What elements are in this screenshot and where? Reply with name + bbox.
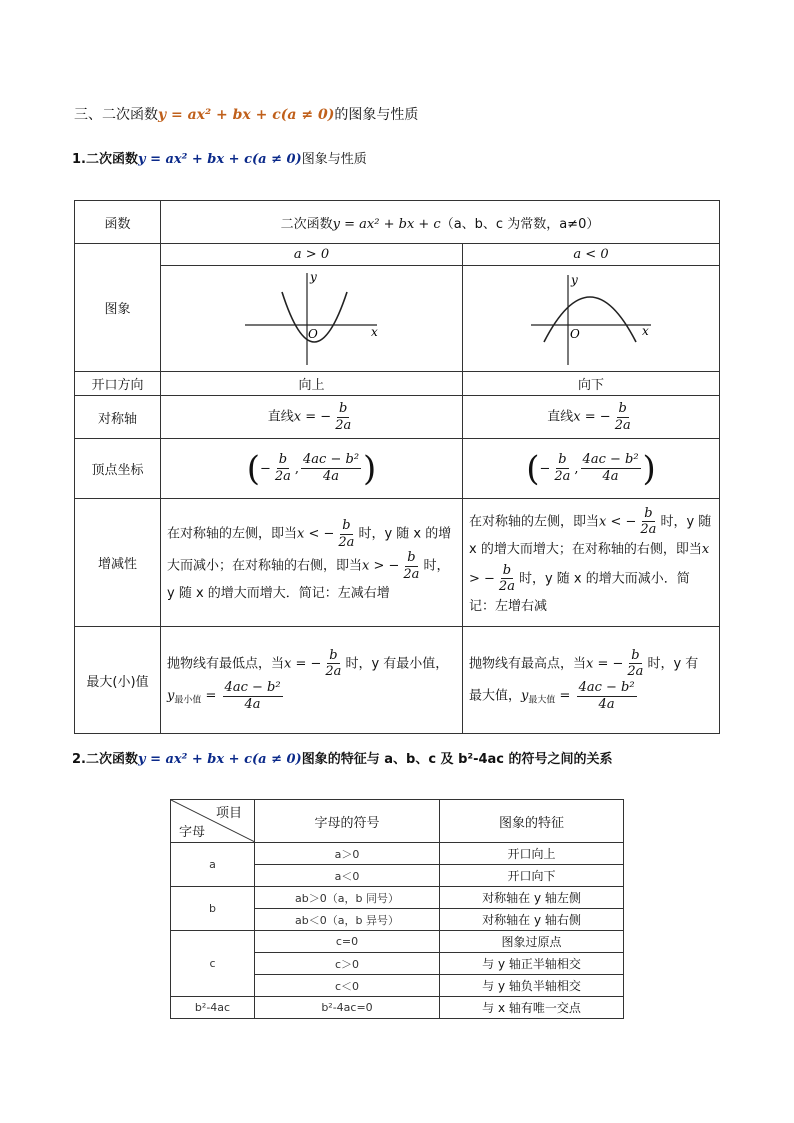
opening-up: 向上 — [161, 372, 463, 396]
frac-den: 2a — [554, 469, 571, 484]
fraction-b-2a — [333, 401, 353, 433]
extreme-text: 抛物线有最低点，当 — [167, 656, 285, 672]
function-formula: y = ax² + bx + c — [332, 216, 441, 232]
extreme-expr: x = − — [586, 656, 624, 672]
frac-num: 4ac − b² — [303, 452, 360, 468]
sign-cell: a＜0 — [255, 865, 440, 887]
mono-pos — [161, 499, 463, 627]
frac-den: 4a — [323, 469, 340, 484]
extreme-neg — [463, 627, 720, 734]
frac-num: b — [558, 452, 567, 468]
extreme-expr: x = − — [284, 656, 322, 672]
axis-prefix: 直线 — [547, 409, 574, 425]
frac-den: 2a — [403, 566, 420, 582]
frac-num: b — [631, 647, 640, 663]
frac-den: 4a — [602, 469, 619, 484]
row-opening — [75, 372, 720, 396]
paren-left: ( — [526, 448, 540, 489]
header-letter: 字母 — [179, 825, 206, 840]
feature-cell: 与 y 轴正半轴相交 — [440, 953, 624, 975]
label-graph: 图象 — [75, 244, 161, 372]
axis-expr: x = − — [573, 409, 611, 425]
x-label: x — [642, 323, 649, 338]
table-row — [171, 997, 624, 1019]
mono-text: 在对称轴的左侧，即当 — [469, 514, 600, 530]
mono-text: 时，y 随 x 的增大而增大．简记：左减右增 — [167, 558, 450, 602]
letter-b: b — [171, 887, 255, 931]
mono-cmp: x < − — [599, 514, 637, 530]
extreme-text: 最大值， — [469, 688, 522, 704]
sign-cell: ab＜0（a，b 异号） — [255, 909, 440, 931]
part1-prefix: 1.二次函数 — [72, 152, 138, 167]
part1-formula: y = ax² + bx + c(a ≠ 0) — [137, 152, 302, 167]
comma: , — [294, 461, 300, 476]
vertex-pos — [161, 439, 463, 499]
properties-table — [74, 200, 720, 734]
function-content — [161, 201, 720, 244]
table-row — [171, 843, 624, 865]
equals: = — [555, 688, 575, 704]
row-function — [75, 201, 720, 244]
part2-title — [72, 748, 613, 767]
sign-cell: b²-4ac=0 — [255, 997, 440, 1019]
axis-neg — [463, 396, 720, 439]
letter-a: a — [171, 843, 255, 887]
vertex-neg — [463, 439, 720, 499]
row-conditions — [75, 244, 720, 266]
frac-num: b — [407, 550, 416, 566]
origin-label: O — [307, 326, 318, 341]
extreme-pos — [161, 627, 463, 734]
frac-den: 2a — [614, 417, 631, 433]
frac-num: b — [278, 452, 288, 468]
feature-cell: 对称轴在 y 轴左侧 — [440, 887, 624, 909]
axis-prefix: 直线 — [267, 409, 294, 425]
y-max-sub: 最大值 — [528, 695, 556, 706]
frac-num: b — [618, 400, 627, 416]
row-extreme — [75, 627, 720, 734]
mono-cmp: x > − — [469, 541, 710, 587]
graph-upward-cell — [161, 266, 463, 372]
axis-expr: x = − — [293, 409, 332, 425]
function-prefix: 二次函数 — [280, 216, 333, 232]
frac-num: b — [339, 400, 348, 416]
feature-cell: 与 y 轴负半轴相交 — [440, 975, 624, 997]
table-row — [171, 887, 624, 909]
mono-cmp: x > − — [362, 558, 400, 574]
frac-den: 4a — [598, 696, 615, 712]
graph-downward-cell — [463, 266, 720, 372]
fraction-b-2a — [552, 452, 572, 484]
mono-cmp: x < − — [297, 526, 335, 542]
part2-suffix: 图象的特征与 a、b、c 及 b²-4ac 的符号之间的关系 — [301, 752, 613, 767]
header-sign: 字母的符号 — [255, 800, 440, 843]
label-vertex: 顶点坐标 — [75, 439, 161, 499]
frac-num: b — [644, 505, 653, 521]
fraction-b-2a — [336, 518, 356, 550]
axis-pos — [161, 396, 463, 439]
x-label: x — [370, 324, 378, 339]
frac-num: b — [329, 647, 338, 663]
diagonal-header — [171, 800, 255, 843]
extreme-text: 时，y 有 — [647, 656, 699, 672]
part1-suffix: 图象与性质 — [301, 152, 367, 167]
frac-den: 2a — [274, 469, 291, 484]
mono-text: 时，y 随 x 的增大而减小；在对称轴的右侧，即当 — [167, 526, 452, 574]
extreme-text: 时，y 有最小值， — [345, 656, 449, 672]
y-min-sub: 最小值 — [174, 695, 202, 706]
letter-c: c — [171, 931, 255, 997]
section-title-prefix: 三、二次函数 — [74, 107, 158, 123]
cond-a-negative: a < 0 — [463, 244, 720, 266]
neg-sign: − — [539, 461, 551, 476]
fraction-b-2a — [625, 648, 645, 680]
extreme-text: 抛物线有最高点，当 — [469, 656, 587, 672]
function-note: （a、b、c 为常数，a≠0） — [440, 216, 600, 232]
frac-den: 2a — [640, 522, 657, 538]
downward-parabola-graph — [526, 267, 656, 367]
fraction-b-2a — [638, 506, 658, 538]
label-axis: 对称轴 — [75, 396, 161, 439]
frac-den: 2a — [338, 534, 355, 550]
sign-table — [170, 799, 624, 1019]
paren-left: ( — [246, 448, 260, 489]
neg-sign: − — [259, 461, 271, 476]
frac-num: 4ac − b² — [582, 452, 639, 468]
mono-neg — [463, 499, 720, 627]
row-monotonicity — [75, 499, 720, 627]
sign-table-header — [171, 800, 624, 843]
header-feature: 图象的特征 — [440, 800, 624, 843]
row-axis — [75, 396, 720, 439]
table-row — [171, 931, 624, 953]
frac-num: 4ac − b² — [224, 680, 281, 695]
fraction-b-2a — [497, 563, 517, 595]
comma: , — [574, 461, 579, 476]
label-function: 函数 — [75, 201, 161, 244]
y-label: y — [309, 269, 317, 284]
fraction-vertex-y — [301, 452, 361, 484]
cond-a-positive: a > 0 — [161, 244, 463, 266]
origin-label: O — [570, 326, 580, 341]
sign-cell: c＞0 — [255, 953, 440, 975]
feature-cell: 图象过原点 — [440, 931, 624, 953]
sign-cell: c=0 — [255, 931, 440, 953]
y-symbol: y — [521, 688, 529, 704]
part2-formula: y = ax² + bx + c(a ≠ 0) — [137, 752, 302, 767]
frac-num: 4ac − b² — [578, 680, 635, 695]
part1-title — [72, 148, 367, 167]
letter-discriminant: b²-4ac — [171, 997, 255, 1019]
frac-den: 2a — [335, 417, 352, 433]
frac-num: b — [342, 517, 351, 533]
part2-prefix: 2.二次函数 — [72, 752, 138, 767]
paren-right: ) — [642, 448, 656, 489]
frac-den: 2a — [498, 579, 515, 595]
frac-den: 2a — [627, 664, 644, 680]
y-label: y — [571, 272, 578, 287]
opening-down: 向下 — [463, 372, 720, 396]
equals: = — [201, 688, 221, 704]
mono-text: 时，y 随 x 的增大而增大；在对称轴的右侧，即当 — [469, 514, 712, 557]
y-symbol: y — [167, 688, 175, 704]
mono-text: 在对称轴的左侧，即当 — [167, 526, 298, 542]
frac-num: b — [502, 562, 512, 578]
fraction-b-2a — [613, 401, 633, 433]
row-graph — [75, 266, 720, 372]
frac-den: 4a — [244, 696, 261, 712]
upward-parabola-graph — [237, 267, 387, 367]
label-extreme: 最大(小)值 — [75, 627, 161, 734]
fraction-vertex-y — [581, 452, 641, 484]
feature-cell: 与 x 轴有唯一交点 — [440, 997, 624, 1019]
mono-text: 时，y 随 x 的增大而减小．简记：左增右减 — [469, 571, 690, 614]
parabola-down — [544, 297, 636, 342]
fraction-vertex-y — [223, 680, 283, 712]
label-monotonicity: 增减性 — [75, 499, 161, 627]
feature-cell: 开口向上 — [440, 843, 624, 865]
header-item: 项目 — [215, 806, 242, 821]
label-opening: 开口方向 — [75, 372, 161, 396]
sign-cell: ab＞0（a，b 同号） — [255, 887, 440, 909]
fraction-vertex-y — [577, 680, 637, 712]
section-formula: y = ax² + bx + c(a ≠ 0) — [158, 107, 335, 123]
paren-right: ) — [363, 448, 377, 489]
fraction-b-2a — [323, 648, 343, 680]
fraction-b-2a — [273, 452, 293, 484]
feature-cell: 开口向下 — [440, 865, 624, 887]
section-title-suffix: 的图象与性质 — [334, 107, 419, 123]
sign-cell: a＞0 — [255, 843, 440, 865]
frac-den: 2a — [325, 664, 342, 680]
section-title — [74, 104, 418, 124]
fraction-b-2a — [401, 550, 421, 582]
feature-cell: 对称轴在 y 轴右侧 — [440, 909, 624, 931]
row-vertex — [75, 439, 720, 499]
sign-cell: c＜0 — [255, 975, 440, 997]
